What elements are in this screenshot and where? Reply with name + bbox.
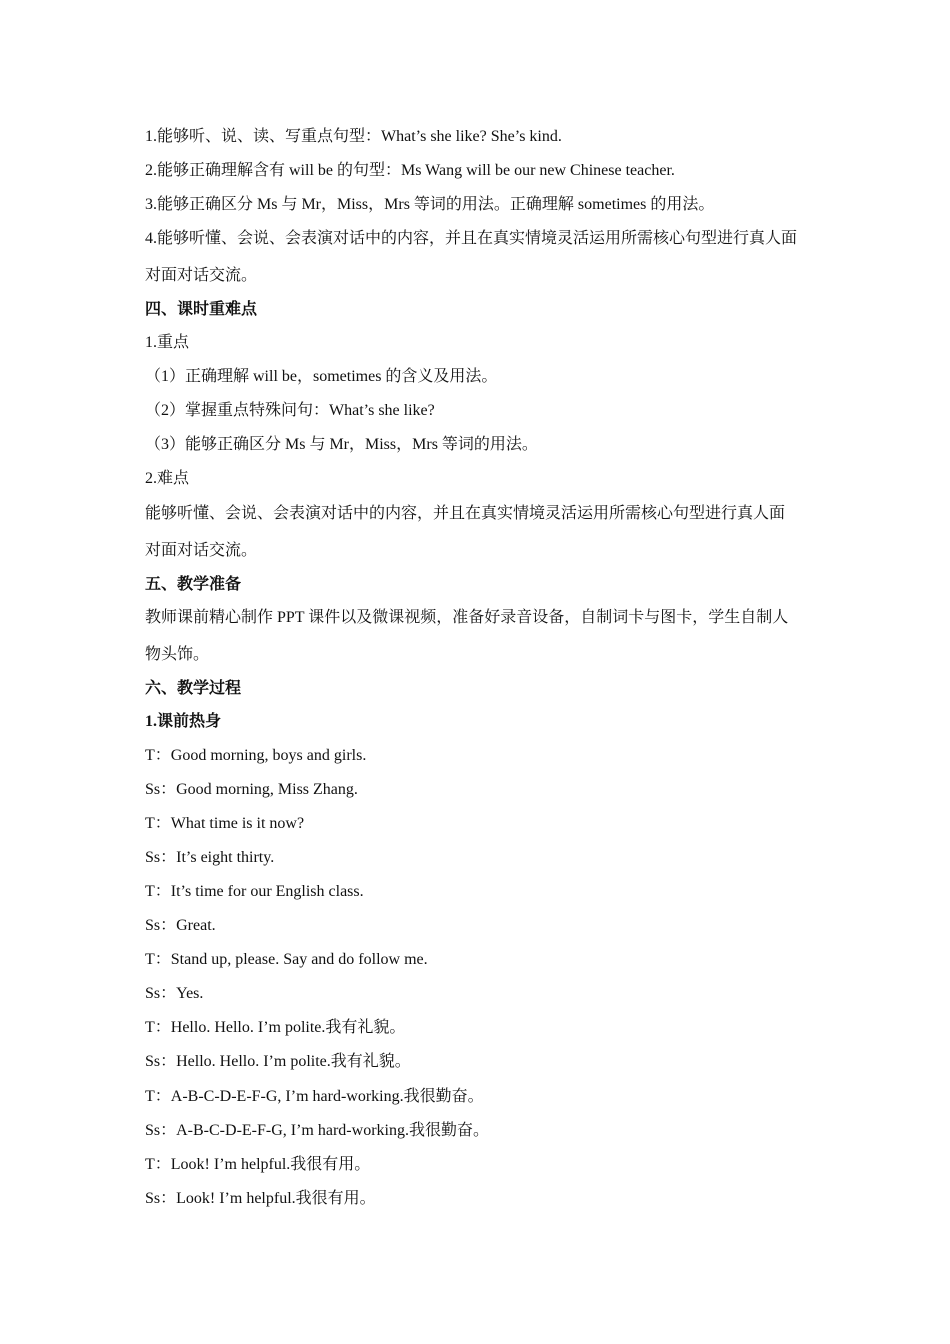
dialogue-line: Ss：Look! I’m helpful.我很有用。 (145, 1190, 376, 1207)
section-heading-process: 六、教学过程 (145, 680, 242, 697)
dialogue-line: Ss：A-B-C-D-E-F-G, I’m hard-working.我很勤奋。 (145, 1122, 489, 1139)
section-heading-key-difficult: 四、课时重难点 (145, 301, 258, 318)
dialogue-line: Ss：It’s eight thirty. (145, 849, 275, 866)
key-point-2: （2）掌握重点特殊问句：What’s she like? (145, 402, 435, 419)
subheading-warm-up: 1.课前热身 (145, 713, 222, 730)
dialogue-line: T：What time is it now? (145, 815, 305, 832)
key-points-label: 1.重点 (145, 334, 190, 351)
preparation-line-1: 教师课前精心制作 PPT 课件以及微课视频，准备好录音设备，自制词卡与图卡，学生自制人 (145, 609, 789, 626)
dialogue-line: T：Good morning, boys and girls. (145, 747, 367, 764)
key-point-1: （1）正确理解 will be，sometimes 的含义及用法。 (145, 368, 498, 385)
dialogue-line: T：Hello. Hello. I’m polite.我有礼貌。 (145, 1019, 406, 1036)
objective-3: 3.能够正确区分 Ms 与 Mr，Miss，Mrs 等词的用法。正确理解 sometimes 的用法。 (145, 196, 715, 213)
dialogue-line: T：Look! I’m helpful.我很有用。 (145, 1156, 371, 1173)
dialogue-line: T：Stand up, please. Say and do follow me. (145, 951, 428, 968)
dialogue-line: Ss：Yes. (145, 985, 204, 1002)
objective-4: 4.能够听懂、会说、会表演对话中的内容，并且在真实情境灵活运用所需核心句型进行真人面 (145, 230, 798, 247)
section-heading-preparation: 五、教学准备 (145, 576, 242, 593)
dialogue-line: Ss：Great. (145, 917, 216, 934)
dialogue-line: T：It’s time for our English class. (145, 883, 364, 900)
dialogue-line: Ss：Hello. Hello. I’m polite.我有礼貌。 (145, 1053, 411, 1070)
difficult-point-line-1: 能够听懂、会说、会表演对话中的内容，并且在真实情境灵活运用所需核心句型进行真人面 (145, 505, 786, 522)
preparation-line-2: 物头饰。 (145, 646, 210, 663)
dialogue-line: T：A-B-C-D-E-F-G, I’m hard-working.我很勤奋。 (145, 1088, 484, 1105)
objective-4-continued: 对面对话交流。 (145, 267, 258, 284)
dialogue-line: Ss：Good morning, Miss Zhang. (145, 781, 358, 798)
objective-2: 2.能够正确理解含有 will be 的句型：Ms Wang will be our new Chinese teacher. (145, 162, 675, 179)
difficult-point-line-2: 对面对话交流。 (145, 542, 258, 559)
difficult-points-label: 2.难点 (145, 470, 190, 487)
objective-1: 1.能够听、说、读、写重点句型：What’s she like? She’s kind. (145, 128, 562, 145)
key-point-3: （3）能够正确区分 Ms 与 Mr，Miss，Mrs 等词的用法。 (145, 436, 538, 453)
